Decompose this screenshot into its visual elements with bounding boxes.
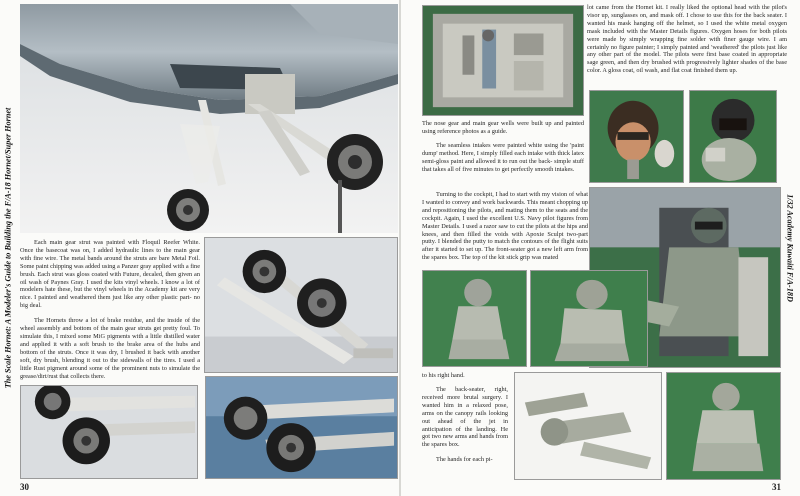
left-body-text <box>20 239 200 387</box>
pilot-head-sunglasses-photo <box>589 90 684 183</box>
right-running-title: 1/32 Academy Kuwaiti F/A-18D <box>785 194 795 302</box>
brake-residue-paragraph: The Hornets throw a lot of brake residue, and the inside of the wheel assembly and bottom of the main gear struts get pretty foul. To simulate this, I mixed some MiG pigments with a little distilled water and applied it with a soft brush to the brake area of the hubs and bottom of the struts. Once it was dry, I brushed it back with another soft, dry brush, blending it out to the sidewalls of the tires. I used a little Rust pigment around some of the prominent nuts to simulate the grease/dirt/rust that collects there. <box>20 317 200 380</box>
back-seater-paragraph: The back-seater, right, received more brutal surgery. I wanted him in a relaxed pose, arms on the canopy rails looking out ahead of the jet in anticipation of the landing. He got two new arms and hands from the spares box. <box>422 386 508 449</box>
main-gear-underside-photo <box>20 4 398 233</box>
top-right-text: lot came from the Hornet kit. I really liked the optional head with the pilot's visor up, sunglasses on, and mask off. I chose to use this for the back seater. I wanted his mask hanging off the helmet, so I used the white metal oxygen mask included with the Master Details figures. Oxygen hoses for both pilots were made by simply wrapping fine solder with finer gauge wire. I am certainly no figure painter; I simply painted and 'weathered' the pilots just like any other part of the model. The pilots were first base coated in appropriate sage green, and then dry brushed with progressively lighter shades of the base color. A gloss coat, oil wash, and flat coat finished them up. <box>587 4 787 75</box>
pilot-head-helmet-photo <box>689 90 777 183</box>
right-page <box>401 0 800 496</box>
gear-well-photo <box>422 5 584 116</box>
pilot-figure-right-photo <box>530 270 648 367</box>
gear-wheel-photo-left <box>20 385 198 479</box>
main-gear-paragraph: Each main gear strut was painted with Floquil Reefer White. Once the basecoat was on, I added hydraulic lines to the main gear with fine wire. The metal bands around the struts are bare Metal Foil. Some paint chipping was added using a Panzer gray applied with a fine brush. Each strut was gloss coated with Future, decaled, then given an oil wash of Paynes Gray. I used the kits vinyl wheels. I know a lot of modelers hate these, but the vinyl wheels in the Academy kit are very nice. I painted and weathered them just like any other plastic part- no big deal. <box>20 239 200 310</box>
gear-wheel-photo-right <box>205 376 398 479</box>
right-hand-text: to his right hand. <box>422 372 465 379</box>
pilot-figure-left-photo <box>422 270 527 367</box>
intakes-paragraph-block <box>422 142 584 181</box>
left-page <box>0 0 399 496</box>
gear-strut-photo-1 <box>204 237 398 373</box>
cockpit-paragraph-block <box>422 191 588 269</box>
hands-paragraph: The hands for each pi- <box>436 456 493 464</box>
back-seater-paragraph-block <box>422 386 508 471</box>
cockpit-paragraph: Turning to the cockpit, I had to start with my vision of what I wanted to convey and work backwards. This meant chopping up and repositioning the pilots, and mating them to the seats and the cockpit. Again, I used the excellent U.S. Navy pilot figures from Master Details. I used a razor saw to cut the pilots at the hips and knees, and then filled the voids with Apoxie Sculpt two-part putty. I blended the putty to match the contours of the flight suits after it started to set up. The front-seater got a new left arm from the spares box. The top of the kit stick grip was mated <box>422 191 588 262</box>
left-running-title: The Scale Hornet: A Modeler's Guide to Building the F/A-18 Hornet/Super Hornet <box>3 107 13 389</box>
back-seater-figure-photo <box>514 372 662 480</box>
back-seater-figure-green-photo <box>666 372 781 480</box>
gear-well-caption: The nose gear and main gear wells were built up and painted using reference photos as a guide. <box>422 120 584 135</box>
left-page-number: 30 <box>20 482 29 492</box>
intakes-paragraph: The seamless intakes were painted white using the 'paint dump' method. Here, I simply filled each intake with thick latex semi-gloss paint and allowed it to run out the back- simple stuff that takes all of five minutes to get perfectly smooth intakes. <box>422 142 584 173</box>
right-page-number: 31 <box>772 482 781 492</box>
